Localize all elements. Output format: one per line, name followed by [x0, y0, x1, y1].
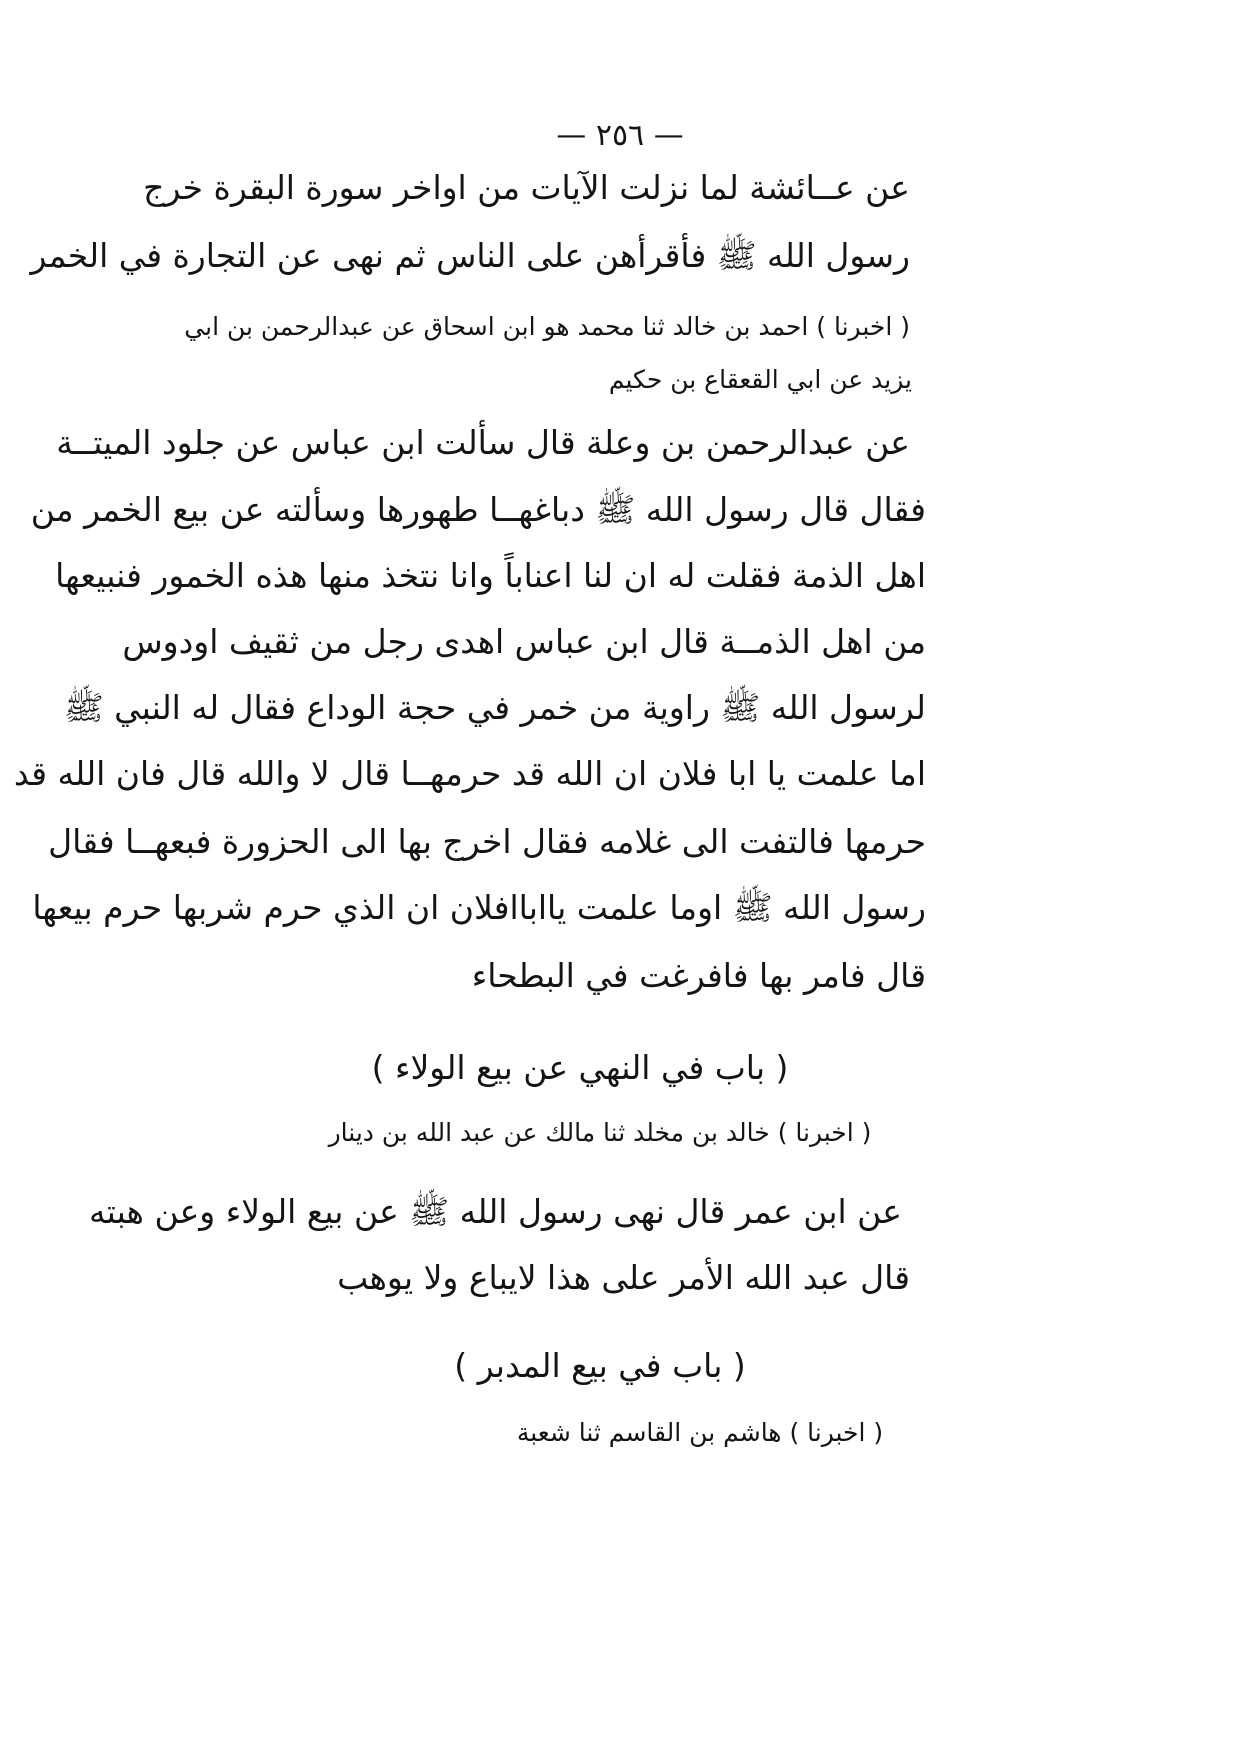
isnad-line: ( اخبرنا ) احمد بن خالد ثنا محمد هو ابن اسحاق عن عبدالرحمن بن ابي [184, 312, 910, 341]
text-line: اما علمت يا ابا فلان ان الله قد حرمهــا قال لا والله قال فان الله قد [13, 754, 926, 793]
text-line: حرمها فالتفت الى غلامه فقال اخرج بها الى الحزورة فبعهــا فقال [48, 822, 926, 861]
text-line: لرسول الله ﷺ راوية من خمر في حجة الوداع فقال له النبي ﷺ [63, 688, 926, 727]
text-line: فقال قال رسول الله ﷺ دباغهــا طهورها وسألته عن بيع الخمر من [30, 490, 926, 529]
isnad-line: ( اخبرنا ) هاشم بن القاسم ثنا شعبة [516, 1418, 884, 1447]
chapter-heading: ( باب في النهي عن بيع الولاء ) [371, 1048, 789, 1087]
text-line: عن عــائشة لما نزلت الآيات من اواخر سورة البقرة خرج [143, 168, 910, 207]
isnad-line: ( اخبرنا ) خالد بن مخلد ثنا مالك عن عبد الله بن دينار [328, 1118, 872, 1147]
text-line: قال عبد الله الأمر على هذا لايباع ولا يوهب [337, 1258, 910, 1297]
text-line: من اهل الذمــة قال ابن عباس اهدى رجل من ثقيف اودوس [122, 622, 926, 661]
text-line: رسول الله ﷺ اوما علمت يااباافلان ان الذي حرم شربها حرم بيعها [32, 888, 926, 927]
text-line: اهل الذمة فقلت له ان لنا اعناباً وانا نتخذ منها هذه الخمور فنبيعها [55, 556, 926, 595]
text-line: عن ابن عمر قال نهى رسول الله ﷺ عن بيع الولاء وعن هبته [88, 1192, 902, 1231]
page-number: — ٢٥٦ — [556, 118, 684, 153]
chapter-heading: ( باب في بيع المدبر ) [454, 1346, 746, 1385]
text-line: قال فامر بها فافرغت في البطحاء [471, 956, 926, 995]
text-line: عن عبدالرحمن بن وعلة قال سألت ابن عباس عن جلود الميتــة [56, 423, 910, 462]
text-line: رسول الله ﷺ فأقرأهن على الناس ثم نهى عن التجارة في الخمر [30, 236, 910, 275]
isnad-line: يزيد عن ابي القعقاع بن حكيم [608, 365, 912, 394]
